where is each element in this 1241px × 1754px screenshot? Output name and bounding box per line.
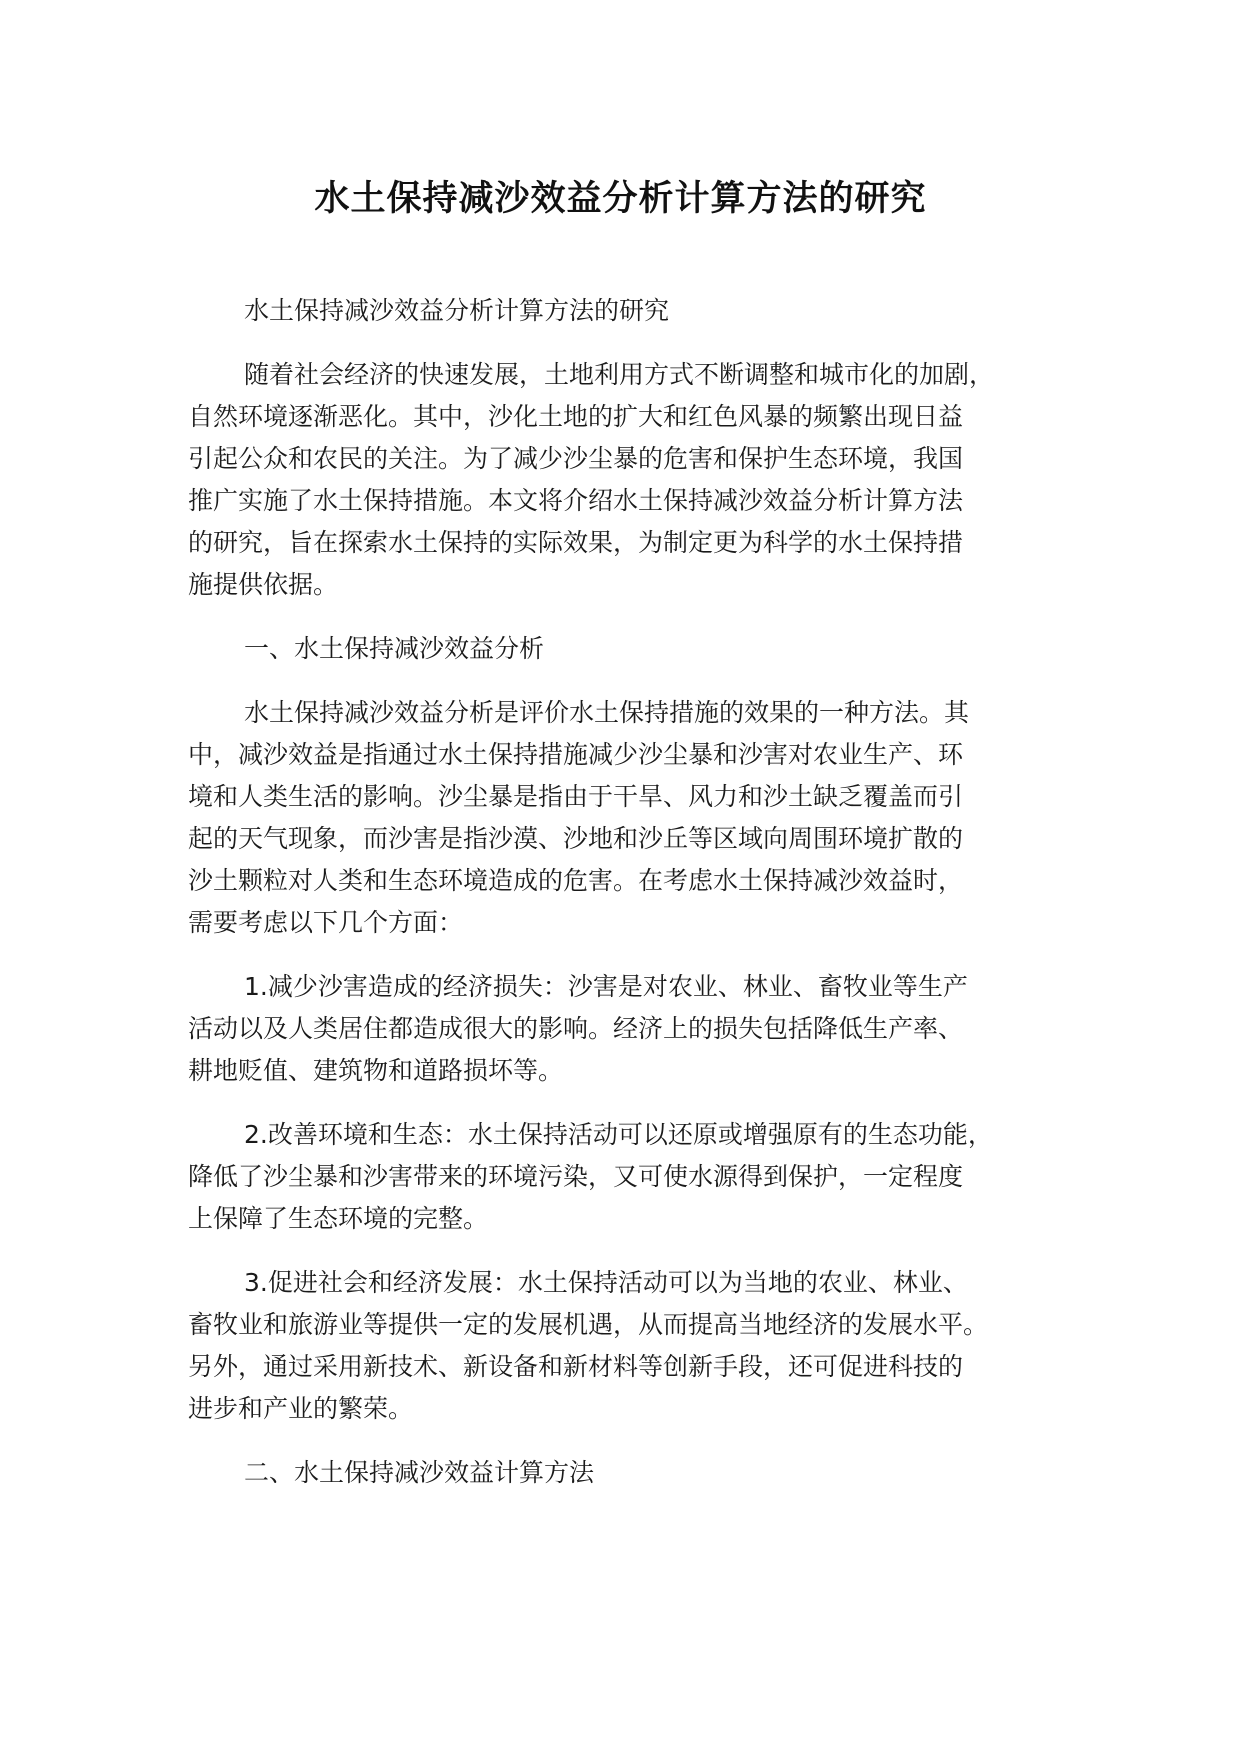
paragraph-line: 沙土颗粒对人类和生态环境造成的危害。在考虑水土保持减沙效益时， [188, 866, 964, 895]
list-item-2 [188, 1114, 1088, 1240]
paragraph-line: 推广实施了水土保持措施。本文将介绍水土保持减沙效益分析计算方法 [188, 486, 964, 515]
paragraph-line: 3.促进社会和经济发展：水土保持活动可以为当地的农业、林业、 [244, 1268, 968, 1297]
paragraph-line: 畜牧业和旅游业等提供一定的发展机遇，从而提高当地经济的发展水平。 [188, 1310, 989, 1339]
section-heading-2 [188, 1452, 1088, 1494]
paragraph-line: 自然环境逐渐恶化。其中，沙化土地的扩大和红色风暴的频繁出现日益 [188, 402, 964, 431]
paragraph-line: 中，减沙效益是指通过水土保持措施减少沙尘暴和沙害对农业生产、环 [188, 740, 964, 769]
paragraph-line: 另外，通过采用新技术、新设备和新材料等创新手段，还可促进科技的 [188, 1352, 964, 1381]
paragraph-line: 起的天气现象，而沙害是指沙漠、沙地和沙丘等区域向周围环境扩散的 [188, 824, 964, 853]
paragraph-line: 活动以及人类居住都造成很大的影响。经济上的损失包括降低生产率、 [188, 1014, 964, 1043]
document-title: 水土保持减沙效益分析计算方法的研究 [314, 179, 927, 219]
paragraph-line: 二、水土保持减沙效益计算方法 [244, 1458, 595, 1487]
paragraph-line: 境和人类生活的影响。沙尘暴是指由于干旱、风力和沙土缺乏覆盖而引 [188, 782, 964, 811]
list-item-3 [188, 1262, 1088, 1430]
paragraph-line: 施提供依据。 [188, 570, 339, 599]
paragraph-line: 随着社会经济的快速发展，土地利用方式不断调整和城市化的加剧， [244, 360, 995, 389]
paragraph-line: 一、水土保持减沙效益分析 [244, 634, 545, 663]
document-body [188, 290, 1088, 1494]
paragraph-line: 水土保持减沙效益分析是评价水土保持措施的效果的一种方法。其 [244, 698, 970, 727]
paragraph-analysis [188, 692, 1088, 944]
paragraph-line: 进步和产业的繁荣。 [188, 1394, 414, 1423]
paragraph-subtitle [188, 290, 1088, 332]
paragraph-line: 水土保持减沙效益分析计算方法的研究 [244, 296, 670, 325]
list-item-1 [188, 966, 1088, 1092]
paragraph-line: 需要考虑以下几个方面： [188, 908, 464, 937]
paragraph-line: 的研究，旨在探索水土保持的实际效果，为制定更为科学的水土保持措 [188, 528, 964, 557]
paragraph-line: 2.改善环境和生态：水土保持活动可以还原或增强原有的生态功能， [244, 1120, 993, 1149]
paragraph-line: 1.减少沙害造成的经济损失：沙害是对农业、林业、畜牧业等生产 [244, 972, 968, 1001]
paragraph-line: 降低了沙尘暴和沙害带来的环境污染，又可使水源得到保护，一定程度 [188, 1162, 964, 1191]
paragraph-line: 耕地贬值、建筑物和道路损坏等。 [188, 1056, 564, 1085]
paragraph-introduction [188, 354, 1088, 606]
paragraph-line: 上保障了生态环境的完整。 [188, 1204, 489, 1233]
paragraph-line: 引起公众和农民的关注。为了减少沙尘暴的危害和保护生态环境，我国 [188, 444, 964, 473]
section-heading-1 [188, 628, 1088, 670]
